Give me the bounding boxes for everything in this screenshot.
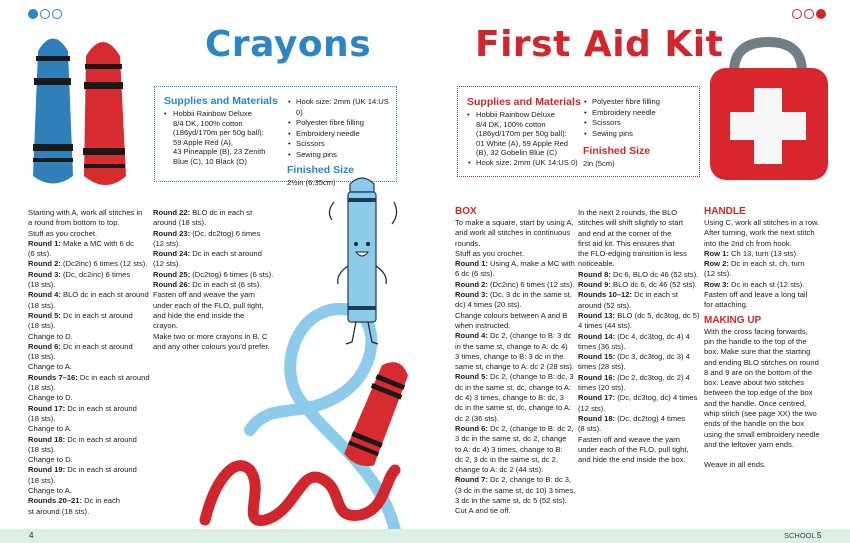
instruction-line: dc 4) 3 times, change to B: dc, 3: [455, 393, 564, 403]
page-number-right: 5: [817, 531, 822, 540]
page-title-first-aid-kit: First Aid Kit: [475, 24, 724, 65]
instruction-line: and hide the end inside the: [153, 310, 245, 320]
instruction-line: a round from bottom to top.: [28, 218, 120, 228]
instruction-line: [704, 450, 844, 460]
instruction-line: Fasten off and weave the yarn: [578, 434, 681, 444]
instruction-line: Round 17: (Dc, dc3tog, dc) 4 times: [578, 393, 698, 403]
instruction-line: times (20 sts).: [578, 383, 626, 393]
instruction-line: (6 sts).: [28, 249, 52, 259]
instruction-line: With the cross facing forwards,: [704, 326, 808, 336]
section-label: SCHOOL: [784, 531, 816, 540]
supplies-list: [287, 97, 397, 160]
instruction-line: in the same st, change to A: dc 4): [455, 341, 568, 351]
instruction-line: dc 2 (36 sts).: [455, 413, 499, 423]
instruction-line: around (52 sts).: [578, 300, 632, 310]
list-item: • Embroidery needle: [296, 129, 397, 140]
instruction-line: Round 23: (Dc, dc2tog) 6 times: [153, 228, 261, 238]
instruction-line: Row 3: Dc in each st (12 sts).: [704, 279, 805, 289]
yarn-list: • Hobbii Rainbow Deluxe 8/4 DK, 100% cotton (186yd/170m per 50g ball): 01 White (A), 59 Apple Red (B), 32 Gobelin Blue (C): [467, 110, 569, 158]
instruction-line: Round 3: (Dc, 3 dc in the same st,: [455, 290, 572, 300]
instruction-line: Change to D.: [28, 331, 73, 341]
handle-and-making-up-col: [704, 206, 844, 471]
list-item: • Scissors: [296, 139, 397, 150]
instruction-line: Round 3: (Dc, dc2inc) 6 times: [28, 269, 131, 279]
instruction-line: Using C, work all stitches in a row.: [704, 218, 820, 227]
instruction-line: (12 sts).: [704, 269, 732, 279]
instruction-line: Make two or more crayons in B, C: [153, 331, 268, 341]
instruction-line: 4 times (44 sts).: [578, 321, 633, 331]
finished-size-value: 2½in (6.35cm): [287, 178, 336, 187]
instruction-line: 6 dc (6 sts).: [455, 269, 495, 279]
page-title-crayons: Crayons: [205, 24, 372, 65]
instruction-line: To make a square, start by using A,: [455, 218, 574, 227]
instruction-line: and the leftover yarn ends.: [704, 439, 794, 449]
instruction-line: After turning, work the next stitch: [704, 228, 815, 238]
instruction-line: Change to A.: [28, 424, 72, 434]
instruction-line: st around (18 sts).: [28, 506, 90, 516]
dot-outline: [792, 9, 802, 19]
instruction-line: ends of the handle on the box: [704, 419, 805, 429]
crayons-instructions-col1: [28, 208, 156, 517]
finished-size-heading: Finished Size: [287, 164, 355, 176]
instruction-line: Round 16: (Dc 2, dc3tog, dc 2) 4: [578, 372, 690, 382]
dot-outline: [804, 9, 814, 19]
instruction-line: Round 1: Using A, make a MC with: [455, 259, 575, 269]
instruction-line: (12 sts).: [153, 238, 181, 248]
handle-heading: HANDLE: [704, 206, 746, 217]
instruction-line: Round 13: BLO (dc 5, dc3tog, dc 5): [578, 310, 700, 320]
instruction-line: Round 25: (Dc2tog) 6 times (6 sts).: [153, 269, 274, 279]
instruction-line: to A: dc 4) 3 times, change to B:: [455, 444, 563, 454]
list-item: • Hook size: 2mm (UK 14:US 0): [296, 97, 397, 118]
instruction-line: (18 sts).: [28, 352, 56, 362]
instruction-line: Round 5: Dc in each st around: [28, 310, 133, 320]
instruction-line: Round 1: Make a MC with 6 dc: [28, 238, 134, 248]
instruction-line: (18 sts).: [28, 475, 56, 485]
dot-filled: [816, 9, 826, 19]
list-item: • Sewing pins: [296, 150, 397, 161]
page-footer: [0, 529, 850, 543]
instruction-line: Round 6: Dc in each st around: [28, 341, 133, 351]
instruction-line: Round 5: Dc 2, (change to B: dc, 3: [455, 372, 574, 382]
instruction-line: Round 2: (Dc2inc) 6 times (12 sts).: [28, 259, 148, 269]
instruction-line: box. Make sure that the starting: [704, 347, 811, 357]
crochet-red-crayon-photo: [337, 355, 417, 475]
supplies-box-crayons: [154, 86, 397, 187]
instruction-line: Weave in all ends.: [704, 460, 766, 470]
instruction-line: (18 sts).: [28, 300, 56, 310]
instruction-line: 3 dc in the same st, dc 2, change: [455, 434, 567, 444]
instruction-line: Fasten off and weave the yarn: [153, 290, 256, 300]
instruction-line: Round 9: BLO dc 6, dc 46 (52 sts).: [578, 280, 698, 290]
instruction-line: In the next 2 rounds, the BLO: [578, 208, 678, 217]
instruction-line: Round 4: Dc 2, (change to B: 3 dc: [455, 331, 572, 341]
box-instructions-col1: [455, 206, 595, 517]
instruction-line: Round 24: Dc in each st around: [153, 249, 262, 259]
red-crayon: [83, 42, 126, 185]
instruction-line: Round 6: Dc 2, (change to B: dc 2,: [455, 423, 574, 433]
instruction-line: stitches will shift slightly to start: [578, 218, 684, 228]
instruction-line: Round 7: Dc 2, change to B: dc 3,: [455, 475, 572, 485]
instruction-line: Round 22: BLO dc in each st: [153, 208, 253, 217]
list-item: • Sewing pins: [592, 129, 695, 140]
instruction-line: whip stitch (see page XX) the two: [704, 409, 817, 419]
instruction-line: into the 2nd ch from hook.: [704, 238, 792, 248]
instruction-line: Cut A and tie off.: [455, 506, 511, 516]
instruction-line: dc 2, 3 dc in the same st, dc 2,: [455, 454, 558, 464]
supplies-box-first-aid: [457, 86, 700, 177]
instruction-line: Change to A.: [28, 486, 72, 496]
list-item: • Hook size: 2mm (UK 14:US 0): [476, 158, 587, 169]
instruction-line: Stuff as you crochet.: [28, 228, 98, 238]
instruction-line: the FLO-edging transition is less: [578, 249, 687, 259]
yarn-list: • Hobbii Rainbow Deluxe 8/4 DK, 100% cotton (186yd/170m per 50g ball): 59 Apple Red (A), 43 Pineapple (B), 23 Zenith Blue (C), 10 Black (D): [164, 109, 266, 166]
instruction-line: around (18 sts).: [153, 218, 207, 228]
instruction-line: Row 1: Ch 13, turn (13 sts).: [704, 248, 799, 258]
instruction-line: under each of the FLO, pull tight,: [153, 300, 264, 310]
instruction-line: (12 sts).: [578, 403, 606, 413]
instruction-line: box. Leave about two stitches: [704, 378, 805, 388]
instruction-line: and the handle. Once centred,: [704, 398, 807, 408]
instruction-line: Stuff as you crochet.: [455, 248, 525, 258]
instruction-line: between the top edge of the box: [704, 388, 813, 398]
crochet-first-aid-kit-photo: [704, 32, 834, 192]
instruction-line: dc in the same st, dc, change to A:: [455, 382, 572, 392]
instruction-line: Round 26: Dc in each st (6 sts).: [153, 280, 262, 290]
instruction-line: Rounds 10–12: Dc in each st: [578, 290, 679, 300]
instruction-line: Starting with A, work all stitches in: [28, 208, 143, 217]
instruction-line: Round 17: Dc in each st around: [28, 403, 137, 413]
instruction-line: Row 2: Dc in each st, ch, turn: [704, 259, 805, 269]
instruction-line: and end at the corner of the: [578, 228, 672, 238]
instruction-line: and work all stitches in continuous: [455, 228, 571, 238]
instruction-line: (18 sts).: [28, 321, 56, 331]
instruction-line: change to A: dc 2 (44 sts).: [455, 465, 544, 475]
crochet-crayons-photo: [18, 26, 138, 196]
instruction-line: times (36 sts).: [578, 341, 626, 351]
list-item: • Scissors: [592, 118, 695, 129]
instruction-line: Change colours between A and B: [455, 310, 568, 320]
instruction-line: Round 8: Dc 6, BLO dc 46 (52 sts).: [578, 269, 699, 279]
page-number-left: 4: [29, 531, 34, 540]
instruction-line: Round 15: (Dc 3, dc3tog, dc 3) 4: [578, 352, 690, 362]
instruction-line: (18 sts).: [28, 383, 56, 393]
instruction-line: same st, change to A: dc 2 (28 sts).: [455, 362, 575, 372]
instruction-line: and hide the end inside the box.: [578, 455, 686, 465]
instruction-line: Rounds 20–21: Dc in each: [28, 496, 121, 506]
finished-size-value: 2in (5cm): [583, 159, 615, 168]
dot-filled: [28, 9, 38, 19]
finished-size-heading: Finished Size: [583, 145, 651, 157]
instruction-line: (8 sts).: [578, 424, 602, 434]
crayons-instructions-col2: [153, 208, 313, 352]
instruction-line: rounds.: [455, 238, 481, 248]
instruction-line: dc in the same st, dc, change to A:: [455, 403, 572, 413]
instruction-line: under each of the FLO, pull tight,: [578, 444, 689, 454]
instruction-line: noticeable.: [578, 259, 615, 269]
list-item: • Polyester fibre filling: [296, 118, 397, 129]
instruction-line: Change to D.: [28, 393, 73, 403]
instruction-line: (18 sts).: [28, 444, 56, 454]
instruction-line: pin the handle to the top of the: [704, 336, 807, 346]
dot-outline: [52, 9, 62, 19]
instruction-line: Change to D.: [28, 455, 73, 465]
instruction-line: (12 sts).: [153, 259, 181, 269]
supplies-heading: Supplies and Materials: [467, 96, 581, 108]
instruction-line: dc) 4 times (20 sts).: [455, 300, 522, 310]
instruction-line: 8 and 9 are on the bottom of the: [704, 367, 813, 377]
list-item: • Embroidery needle: [592, 108, 695, 119]
box-instructions-col2: [578, 208, 708, 465]
instruction-line: 3 times, change to B: 3 dc in the: [455, 351, 564, 361]
instruction-line: crayon.: [153, 321, 178, 331]
instruction-line: and ending BLO stitches on round: [704, 357, 819, 367]
supplies-heading: Supplies and Materials: [164, 95, 278, 107]
page-dots-left: [28, 9, 62, 19]
instruction-line: (3 dc in the same st, dc 10) 3 times,: [455, 485, 576, 495]
instruction-line: when instructed.: [455, 320, 511, 330]
instruction-line: Round 4: BLO dc in each st around: [28, 290, 149, 300]
list-item: • Polyester fibre filling: [592, 97, 695, 108]
instruction-line: Round 14: (Dc 4, dc3tog, dc 4) 4: [578, 331, 690, 341]
instruction-line: (18 sts).: [28, 280, 56, 290]
page-dots-right: [792, 9, 826, 19]
kit-handle: [734, 42, 802, 72]
making-up-heading: MAKING UP: [704, 314, 762, 326]
cartoon-crayon-illustration: [322, 174, 404, 349]
instruction-line: Fasten off and leave a long tail: [704, 290, 808, 300]
instruction-line: Round 18: (Dc, dc2tog) 4 times: [578, 413, 686, 423]
box-heading: BOX: [455, 206, 477, 217]
instruction-line: (18 sts).: [28, 413, 56, 423]
blue-crayon: [33, 39, 73, 184]
instruction-line: Change to A.: [28, 362, 72, 372]
instruction-line: Rounds 7–16: Dc in each st around: [28, 372, 150, 382]
instruction-line: for attaching.: [704, 300, 748, 310]
instruction-line: first aid kit. This ensures that: [578, 238, 675, 248]
instruction-line: and any other colours you'd prefer.: [153, 341, 270, 351]
instruction-line: times (28 sts).: [578, 362, 626, 372]
instruction-line: Round 2: (Dc2inc) 6 times (12 sts).: [455, 279, 575, 289]
instruction-line: Round 19: Dc in each st around: [28, 465, 137, 475]
instruction-line: Round 18: Dc in each st around: [28, 434, 137, 444]
instruction-line: 3 dc in the same st, dc 5 (52 sts).: [455, 496, 567, 506]
supplies-list: [583, 97, 695, 139]
dot-outline: [40, 9, 50, 19]
instruction-line: using the small embroidery needle: [704, 429, 820, 439]
